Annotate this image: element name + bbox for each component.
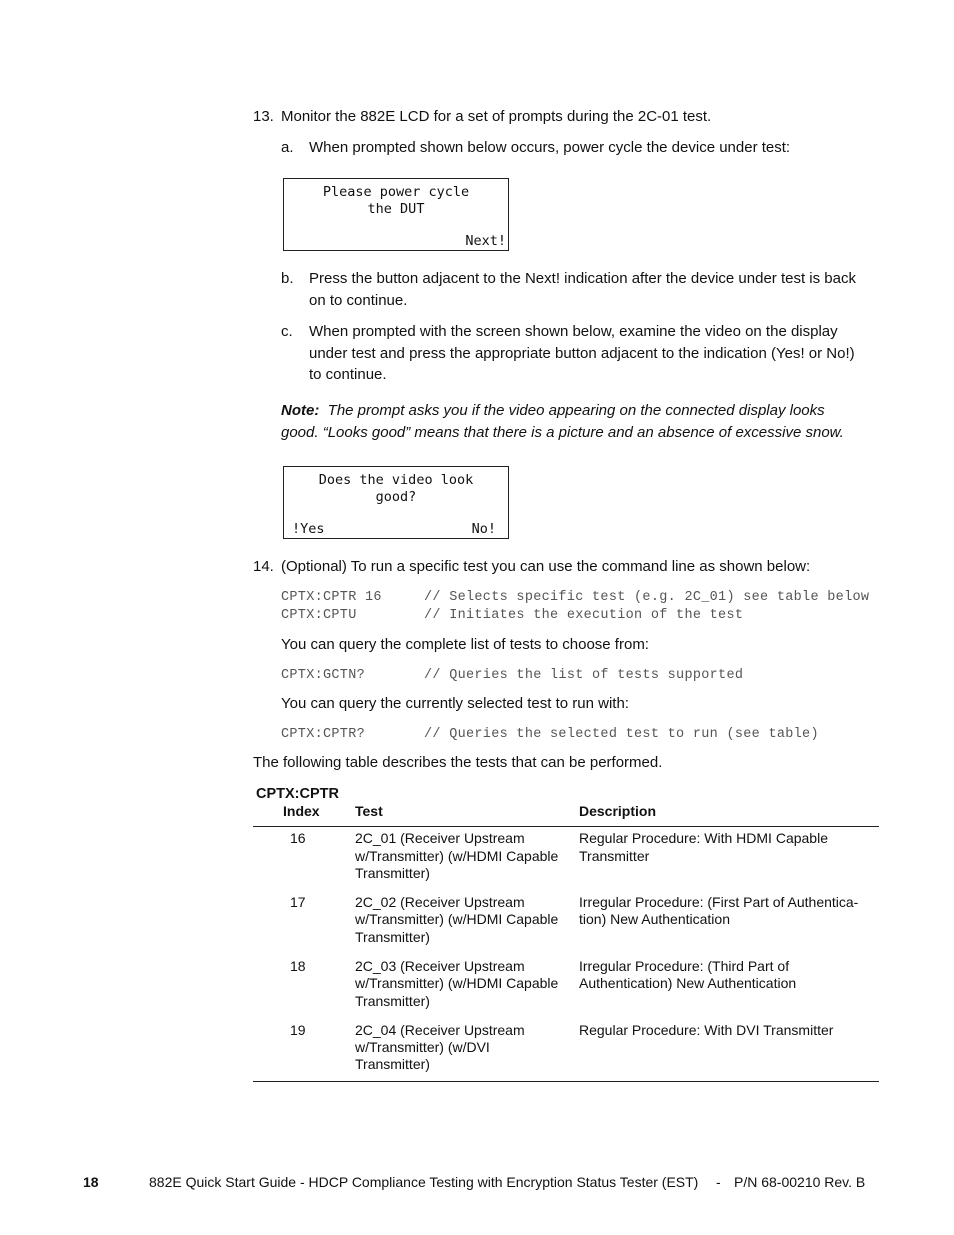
lcd-line-2: the DUT bbox=[367, 201, 425, 217]
step-13c-letter: c. bbox=[281, 323, 293, 340]
code-cmd: CPTX:CPTU bbox=[281, 608, 357, 623]
footer-separator: - bbox=[716, 1174, 721, 1190]
code-comment: // Queries the selected test to run (see table) bbox=[424, 727, 819, 742]
step-13a-text: When prompted shown below occurs, power cycle the device under test: bbox=[309, 139, 791, 156]
cell-desc-line: tion) New Authentication bbox=[579, 911, 730, 927]
code-cmd: CPTX:CPTR 16 bbox=[281, 590, 382, 605]
step-13-text: Monitor the 882E LCD for a set of prompts during the 2C-01 test. bbox=[281, 108, 712, 125]
cell-test-line: 2C_02 (Receiver Upstream bbox=[355, 894, 525, 910]
cell-test-line: Transmitter) bbox=[355, 1056, 430, 1072]
cell-index: 19 bbox=[290, 1022, 306, 1038]
cell-desc-line: Irregular Procedure: (Third Part of bbox=[579, 958, 790, 974]
footer-part-number: P/N 68-00210 Rev. B bbox=[734, 1174, 866, 1190]
footer-title: 882E Quick Start Guide - HDCP Compliance Testing with Encryption Status Tester (EST) bbox=[149, 1174, 699, 1190]
table-header-description: Description bbox=[579, 803, 657, 819]
step-13a-letter: a. bbox=[281, 139, 294, 156]
note-line-1 bbox=[281, 400, 825, 422]
lcd-yes-label: !Yes bbox=[292, 521, 325, 537]
code-comment: // Selects specific test (e.g. 2C_01) see table below bbox=[424, 590, 870, 605]
cell-desc-line: Irregular Procedure: (First Part of Authentica- bbox=[579, 894, 859, 910]
code-comment: // Queries the list of tests supported bbox=[424, 668, 744, 683]
table-header-test: Test bbox=[355, 803, 383, 819]
lcd-prompt-power-cycle bbox=[283, 178, 509, 251]
table-intro: The following table describes the tests that can be performed. bbox=[253, 754, 663, 771]
cell-index: 16 bbox=[290, 830, 306, 846]
step-13-number: 13. bbox=[253, 108, 274, 125]
cell-index: 18 bbox=[290, 958, 306, 974]
note-label: Note: bbox=[281, 402, 320, 419]
table-header-index-line-2: Index bbox=[283, 803, 320, 819]
cell-desc-line: Transmitter bbox=[579, 848, 650, 864]
step-13b-line-2: on to continue. bbox=[309, 292, 408, 309]
cell-test-line: 2C_04 (Receiver Upstream bbox=[355, 1022, 525, 1038]
lcd-no-label: No! bbox=[471, 521, 496, 537]
step-13c-line-3: to continue. bbox=[309, 366, 387, 383]
cell-test-line: 2C_01 (Receiver Upstream bbox=[355, 830, 525, 846]
step-13b-letter: b. bbox=[281, 270, 294, 287]
query-selected-text: You can query the currently selected test to run with: bbox=[281, 695, 629, 712]
note-text-1: The prompt asks you if the video appearing on the connected display looks bbox=[327, 402, 825, 419]
cell-test-line: w/Transmitter) (w/HDMI Capable bbox=[355, 848, 559, 864]
step-13b-line-1: Press the button adjacent to the Next! indication after the device under test is back bbox=[309, 270, 856, 287]
step-13c-line-2: under test and press the appropriate button adjacent to the indication (Yes! or No!) bbox=[309, 345, 855, 362]
lcd-line-1: Does the video look bbox=[318, 472, 474, 488]
code-cmd: CPTX:CPTR? bbox=[281, 727, 366, 742]
step-14-number: 14. bbox=[253, 558, 274, 575]
cell-test-line: w/Transmitter) (w/HDMI Capable bbox=[355, 911, 559, 927]
cell-desc-line: Authentication) New Authentication bbox=[579, 975, 797, 991]
cell-index: 17 bbox=[290, 894, 306, 910]
cell-test-line: Transmitter) bbox=[355, 929, 430, 945]
cell-test-line: w/Transmitter) (w/DVI bbox=[355, 1039, 490, 1055]
lcd-line-1: Please power cycle bbox=[322, 184, 470, 200]
page-number: 18 bbox=[83, 1174, 99, 1190]
lcd-next-label: Next! bbox=[465, 233, 506, 249]
table-header-index-line-1: CPTX:CPTR bbox=[256, 786, 339, 802]
lcd-line-2: good? bbox=[375, 489, 417, 505]
cell-desc-line: Regular Procedure: With DVI Transmitter bbox=[579, 1022, 834, 1038]
cell-test-line: Transmitter) bbox=[355, 993, 430, 1009]
query-list-text: You can query the complete list of tests to choose from: bbox=[281, 636, 649, 653]
code-comment: // Initiates the execution of the test bbox=[424, 608, 744, 623]
cell-test-line: 2C_03 (Receiver Upstream bbox=[355, 958, 525, 974]
note-line-2: good. “Looks good” means that there is a picture and an absence of excessive snow. bbox=[281, 424, 844, 441]
lcd-prompt-video-check bbox=[283, 466, 509, 539]
cell-test-line: Transmitter) bbox=[355, 865, 430, 881]
step-13c-line-1: When prompted with the screen shown below, examine the video on the display bbox=[309, 323, 838, 340]
step-14-text: (Optional) To run a specific test you can use the command line as shown below: bbox=[281, 558, 811, 575]
table-bottom-rule bbox=[253, 1081, 879, 1082]
table-header-rule bbox=[253, 826, 879, 827]
cell-desc-line: Regular Procedure: With HDMI Capable bbox=[579, 830, 828, 846]
code-cmd: CPTX:GCTN? bbox=[281, 668, 366, 683]
cell-test-line: w/Transmitter) (w/HDMI Capable bbox=[355, 975, 559, 991]
